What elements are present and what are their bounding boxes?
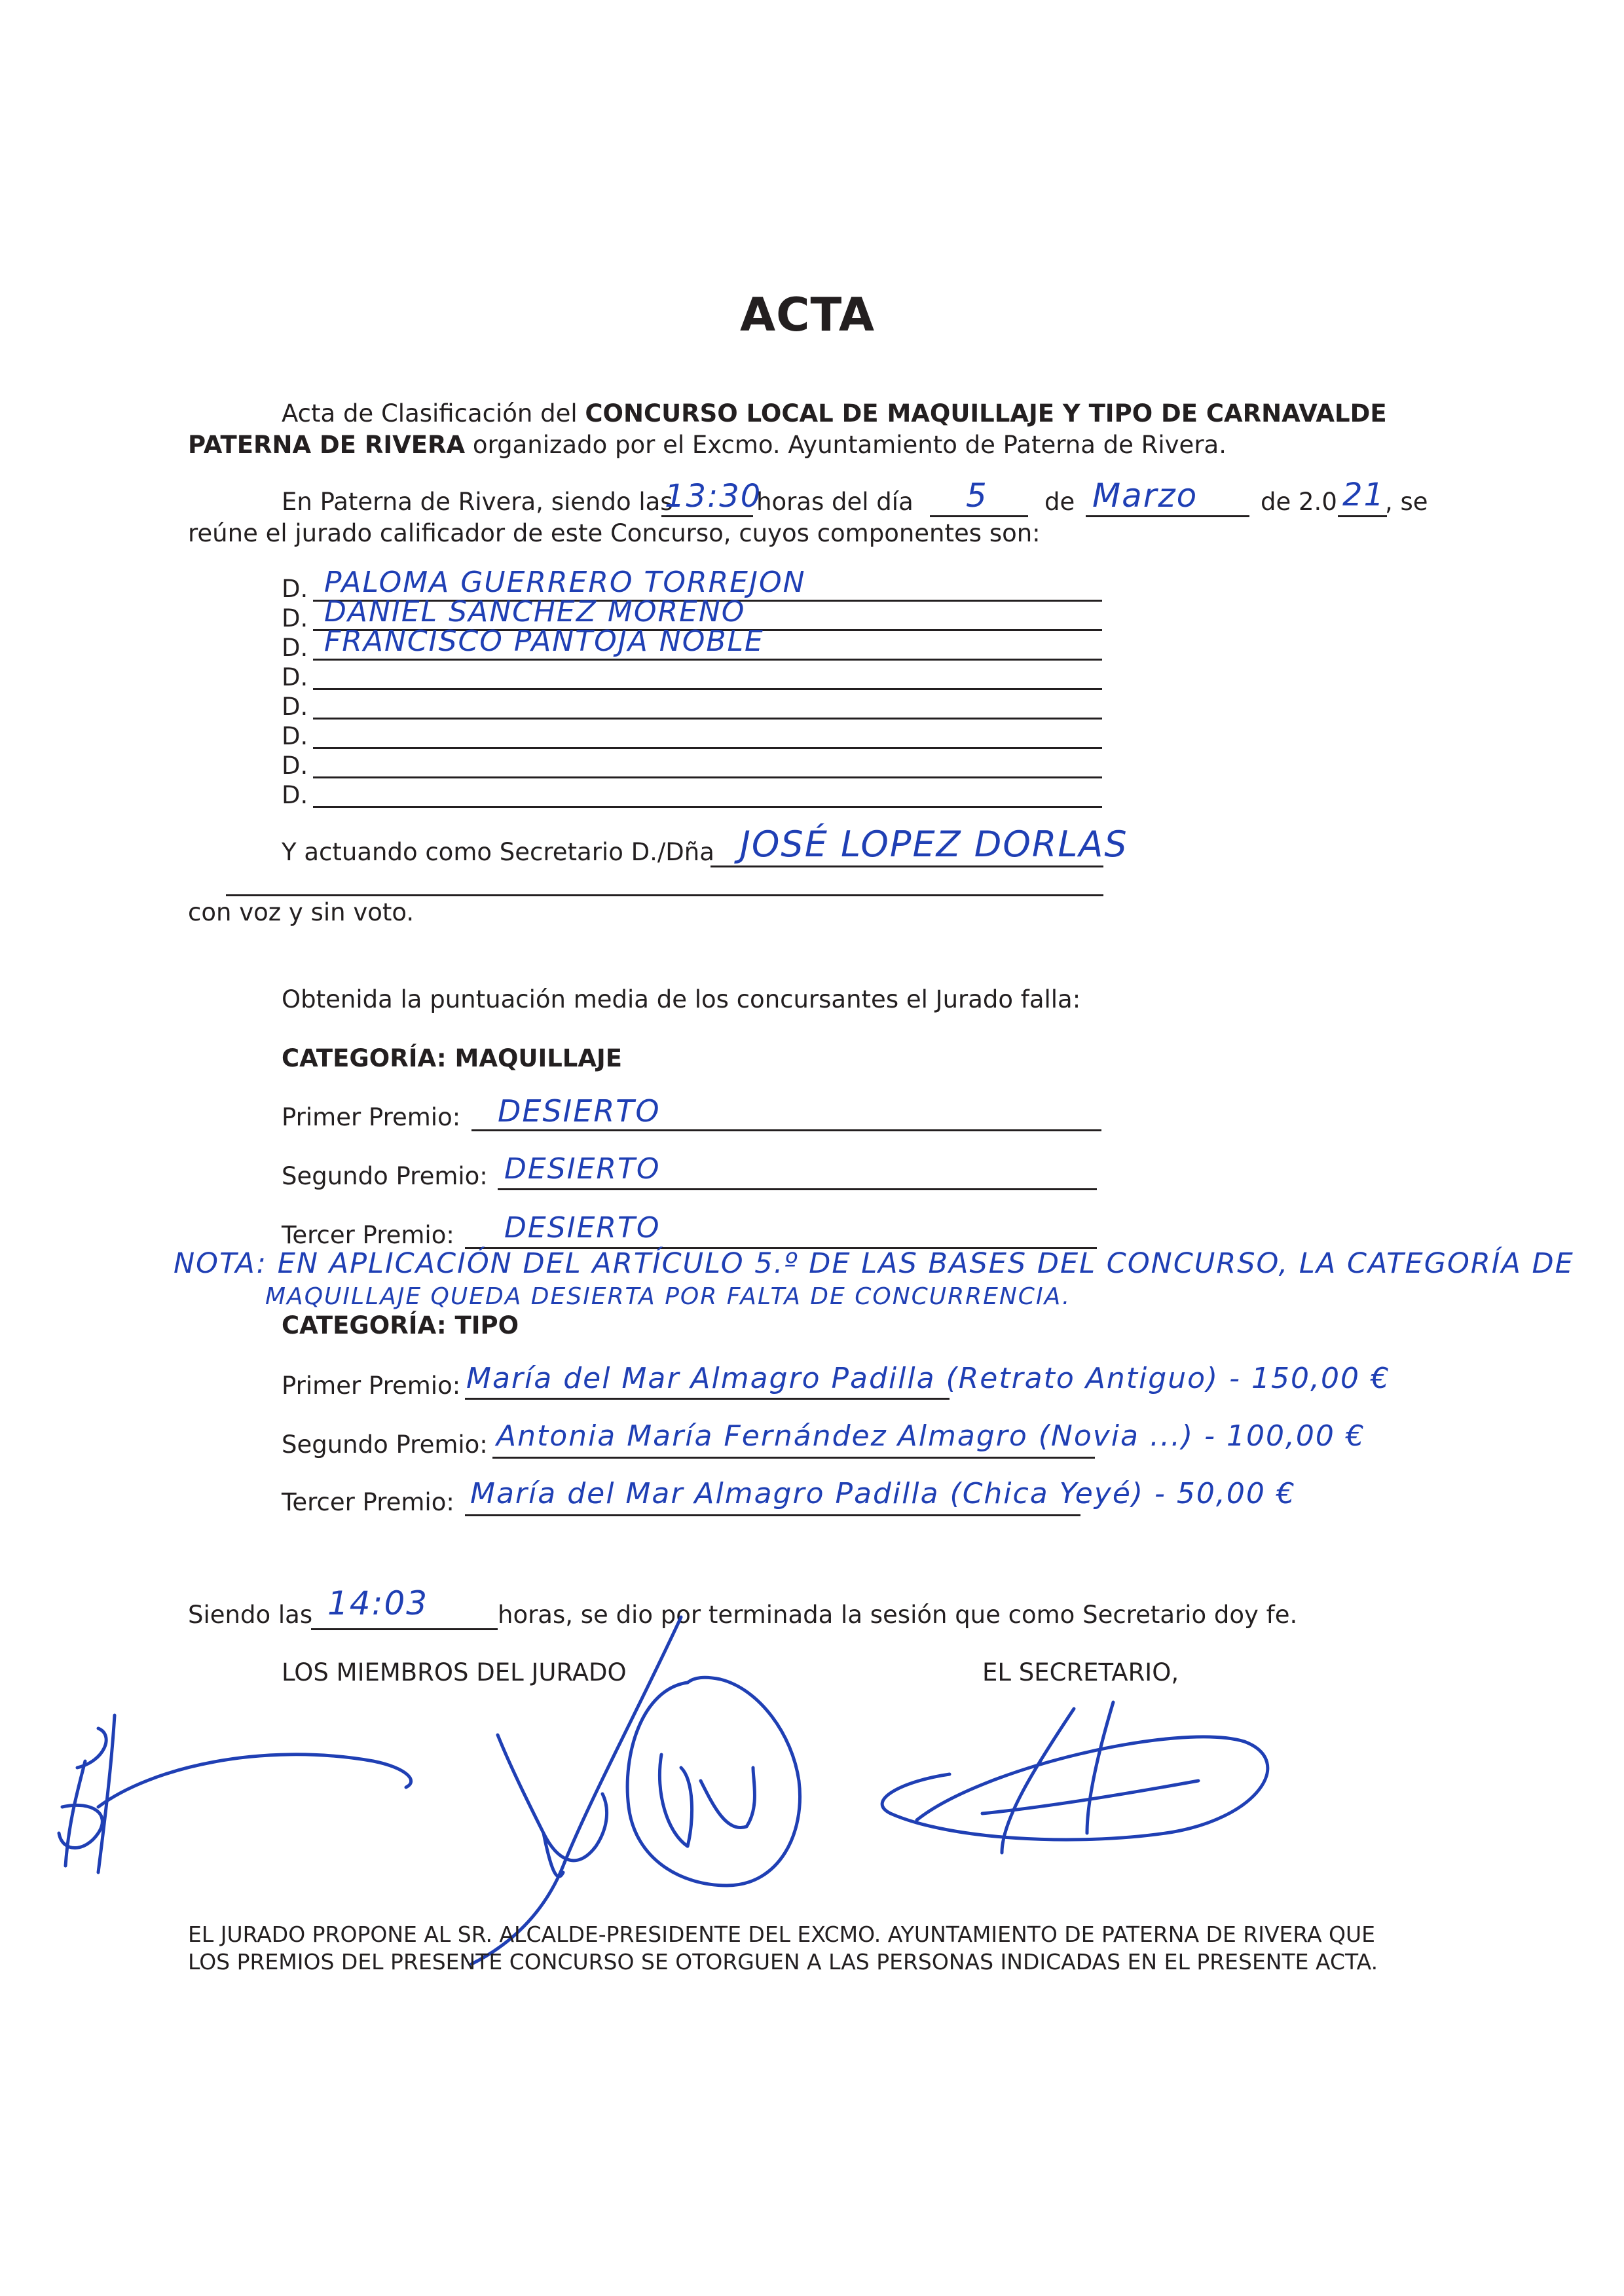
secretary-signature xyxy=(882,1702,1268,1853)
jury-signature-3 xyxy=(627,1677,800,1886)
jury-member-prefix: D. xyxy=(282,722,308,750)
verdict-intro: Obtenida la puntuación media de los concursantes el Jurado falla: xyxy=(282,985,1081,1013)
secretary-signature-label: EL SECRETARIO, xyxy=(982,1658,1179,1686)
makeup-second-label: Segundo Premio: xyxy=(282,1162,488,1190)
session-text-4: de 2.0 xyxy=(1261,488,1337,516)
jury-member-prefix: D. xyxy=(282,663,308,691)
makeup-third-label: Tercer Premio: xyxy=(282,1221,454,1249)
makeup-first-value: DESIERTO xyxy=(498,1093,661,1129)
jury-member-name: FRANCISCO PANTOJA NOBLE xyxy=(324,625,764,658)
type-third-label: Tercer Premio: xyxy=(282,1488,454,1516)
document-title: ACTA xyxy=(740,288,876,342)
time-start-value: 13:30 xyxy=(665,478,762,515)
footer-line-1: EL JURADO PROPONE AL SR. ALCALDE-PRESIDENTE DEL EXCMO. AYUNTAMIENTO DE PATERNA DE RIVERA QUE xyxy=(188,1922,1376,1947)
jury-member-prefix: D. xyxy=(282,604,308,632)
type-third-value: María del Mar Almagro Padilla (Chica Yeyé) - 50,00 € xyxy=(470,1477,1296,1510)
jury-member-name: DANIEL SANCHEZ MORENO xyxy=(324,595,746,629)
jury-member-prefix: D. xyxy=(282,693,308,721)
makeup-second-value: DESIERTO xyxy=(504,1152,661,1186)
closing-text-2: horas, se dio por terminada la sesión que como Secretario doy fe. xyxy=(498,1601,1298,1629)
type-second-value: Antonia María Fernández Almagro (Novia ...) - 100,00 € xyxy=(496,1419,1365,1453)
closing-text-1: Siendo las xyxy=(188,1601,313,1629)
secretary-suffix: con voz y sin voto. xyxy=(188,898,415,926)
secretary-name: JOSÉ LOPEZ DORLAS xyxy=(740,824,1128,865)
month-value: Marzo xyxy=(1092,477,1198,515)
intro-text: Acta de Clasificación del xyxy=(282,399,585,428)
type-second-label: Segundo Premio: xyxy=(282,1430,488,1459)
jury-member-name: PALOMA GUERRERO TORREJON xyxy=(324,566,806,599)
type-first-value: María del Mar Almagro Padilla (Retrato Antiguo) - 150,00 € xyxy=(466,1362,1390,1395)
session-text-5: , se xyxy=(1385,488,1428,516)
category-makeup-title: CATEGORÍA: MAQUILLAJE xyxy=(282,1044,623,1072)
contest-name: CONCURSO LOCAL DE MAQUILLAJE Y TIPO DE CARNAVALDE xyxy=(585,399,1387,428)
town-name: PATERNA DE RIVERA xyxy=(188,431,466,459)
footer-line-2: LOS PREMIOS DEL PRESENTE CONCURSO SE OTORGUEN A LAS PERSONAS INDICADAS EN EL PRESENTE ACTA. xyxy=(188,1949,1378,1975)
category-type-title: CATEGORÍA: TIPO xyxy=(282,1311,519,1339)
session-text-2: horas del día xyxy=(756,488,913,516)
session-text-3: de xyxy=(1044,488,1075,516)
day-value: 5 xyxy=(966,477,988,515)
secretary-label: Y actuando como Secretario D./Dña xyxy=(282,838,714,866)
type-first-label: Primer Premio: xyxy=(282,1372,461,1400)
jury-member-prefix: D. xyxy=(282,634,308,662)
time-end-value: 14:03 xyxy=(327,1584,429,1622)
session-text-1: En Paterna de Rivera, siendo las xyxy=(282,488,673,516)
jury-signature-2 xyxy=(471,1617,681,1964)
jury-signature-1 xyxy=(59,1715,411,1872)
organizer-text: organizado por el Excmo. Ayuntamiento de Paterna de Rivera. xyxy=(465,431,1227,459)
year-value: 21 xyxy=(1342,477,1386,513)
jury-member-prefix: D. xyxy=(282,752,308,780)
note-line-1: NOTA: EN APLICACIÓN DEL ARTÍCULO 5.º DE LAS BASES DEL CONCURSO, LA CATEGORÍA DE xyxy=(174,1247,1574,1280)
makeup-first-label: Primer Premio: xyxy=(282,1103,461,1131)
jury-signature-label: LOS MIEMBROS DEL JURADO xyxy=(282,1658,627,1686)
makeup-third-value: DESIERTO xyxy=(504,1211,661,1245)
session-line-2: reúne el jurado calificador de este Concurso, cuyos componentes son: xyxy=(188,519,1041,547)
jury-member-prefix: D. xyxy=(282,575,308,603)
jury-member-prefix: D. xyxy=(282,781,308,809)
note-line-2: MAQUILLAJE QUEDA DESIERTA POR FALTA DE CONCURRENCIA. xyxy=(265,1283,1071,1310)
